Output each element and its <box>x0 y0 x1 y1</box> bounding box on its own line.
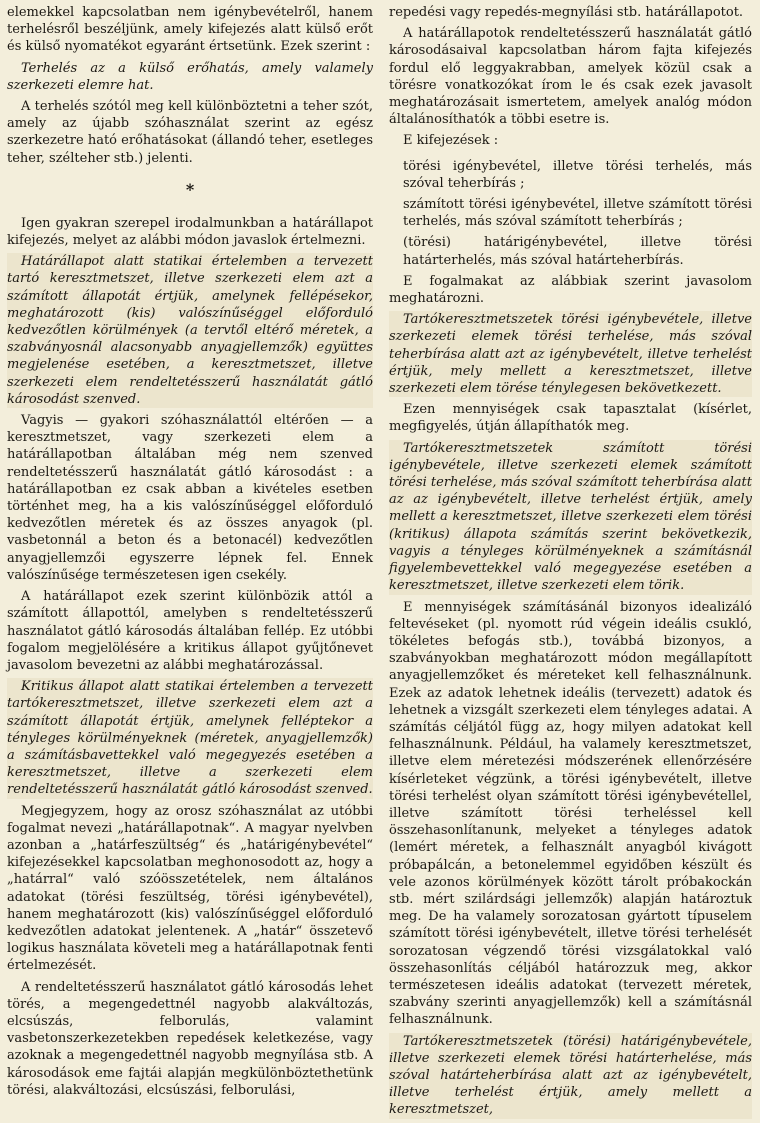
paragraph: E mennyiségek számításánál bizonyos idealizáló feltevéseket (pl. nyomott rúd végein ideális csukló, tökéletes befogás stb.), továbbá bizonyos, a szabványokban meghatározott módon megállapított anyagjellemzőket és méreteket kell felhasználnunk. Ezek az adatok lehetnek ideális (tervezett) adatok és lehetnek a vizsgált szerkezeti elem tényleges adatai. A számítás céljától függ az, hogy milyen adatokat kell felhasználnunk. Például, ha valamely keresztmetszet, illetve elem méretezési módszerének ellenőrzésére kísérleteket végzünk, a törési igénybevételt, illetve törési terhelést olyan számított törési igénybevétellel, illetve számított törési terheléssel kell összehasonlítanunk, melyeket a tényleges adatok (lemért méretek, a felhasznált anyagból kivágott próbapálcán, a betonelemmel egyidőben készült és vele azonos körülmények között tárolt próbakockán stb. mért szilárdsági jellemzők) alapján határoztuk meg. De ha valamely sorozatosan gyártott típuselem számított törési igénybevételt, illetve törési terhelését sorozatosan végzendő törési vizsgálatokkal való összehasonlítás céljából határozzuk meg, akkor természetesen ideális adatokat (tervezett méretek, szabvány szerinti anyagjellemzők) kell a számításnál felhasználnunk. <box>389 599 752 1028</box>
list-item: számított törési igénybevétel, illetve számított törési terhelés, más szóval számított teherbírás ; <box>403 197 752 230</box>
definition-toresi-igenybevetel: Tartókeresztmetszetek törési igénybevétele, illetve szerkezeti elemek törési terhelése, más szóval teherbírása alatt azt az igénybevételt, illetve terhelést értjük, mely mellett a keresztmetszet, illetve szerkezeti elem törése ténylegesen bekövetkezett. <box>389 312 752 397</box>
paragraph: A rendeltetésszerű használatot gátló károsodás lehet törés, a megengedettnél nagyobb alakváltozás, elcsúszás, felborulás, valamint vasbetonszerkezetekben repedések keletkezése, vagy azoknak a megengedettnél nagyobb megnyílása stb. A károsodások eme fajtái alapján megkülönböztethetünk törési, alakváltozási, elcsúszási, felborulási, <box>7 979 373 1098</box>
paragraph: A határállapotok rendeltetésszerű használatát gátló károsodásaival kapcsolatban három fajta kifejezés fordul elő leggyakrabban, amelyek közül csak a törésre vonatkozókat írom le és csak ezek javasolt meghatározásait ismertetem, amelyek analóg módon általánosíthatók a többi esetre is. <box>389 26 752 128</box>
paragraph: elemekkel kapcsolatban nem igénybevételről, hanem terhelésről beszéljünk, amely kifejezés alatt külső erőt és külső nyomatékot egyaránt értsetünk. Ezek szerint : <box>7 5 373 55</box>
definition-terheles: Terhelés az a külső erőhatás, amely valamely szerkezeti elemre hat. <box>7 60 373 93</box>
list-item: (törési) határigénybevétel, illetve törési határterhelés, más szóval határteherbírás. <box>403 235 752 268</box>
paragraph: A terhelés szótól meg kell különböztetni a teher szót, amely az újabb szóhasználat szerint az egész szerkezetre ható erőhatásokat (állandó teher, esetleges teher, szélteher stb.) jelenti. <box>7 99 373 166</box>
paragraph: Ezen mennyiségek csak tapasztalat (kísérlet, megfigyelés, útján állapíthatók meg. <box>389 402 752 435</box>
definition-kritikus-allapot: Kritikus állapot alatt statikai értelemben a tervezett tartókeresztmetszet, illetve szerkezeti elem azt a számított állapotát értjük, amelynek felléptekor a tényleges körülményeknek (méretek, anyagjellemzők) a számításbavettekkel való megegyezés esetében a keresztmetszet, illetve a szerkezeti elem rendeltetésszerű használatát gátló károsodást szenved. <box>7 679 373 798</box>
definition-hatarallapot: Határállapot alatt statikai értelemben a tervezett tartó keresztmetszet, illetve szerkezeti elem azt a számított állapotát értjük, amelynek fellépésekor, meghatározott (kis) valószínűséggel előforduló kedvezőtlen körülmények (a tervtől eltérő méretek, a szabványosnál alacsonyabb anyagjellemzők) együttes megjelenése esetében, a keresztmetszet, illetve szerkezeti elem rendeltetésszerű használatát gátló károsodást szenved. <box>7 254 373 407</box>
definition-szamitott-toresi-igenybevetel: Tartókeresztmetszetek számított törési igénybevétele, illetve szerkezeti elemek számított törési terhelése, más szóval számított teherbírása alatt az az igénybevételt, illetve terhelést értjük, amely mellett a keresztmetszet, illetve szerkezeti elem törési (kritikus) állapota számítás szerint bekövetkezik, vagyis a tényleges körülményeknek a számításnál figyelembevettekkel való megegyezése esetében a keresztmetszet, illetve szerkezeti elem törik. <box>389 440 752 594</box>
paragraph: Igen gyakran szerepel irodalmunkban a határállapot kifejezés, melyet az alábbi módon javaslok értelmezni. <box>7 215 373 249</box>
paragraph: Vagyis — gyakori szóhasználattól eltérően — a keresztmetszet, vagy szerkezeti elem a határállapotban általában még nem szenved rendeltetésszerű használatát gátló károsodást : a határállapotban ez csak abban a kivételes esetben történhet meg, ha a kis valószínűséggel előforduló kedvezőtlen méretek és az összes anyagok (pl. vasbetonnál a beton és a betonacél) kedvezőtlen anyagjellemzői egyszerre lépnek fel. Ennek valószínűsége természetesen igen csekély. <box>7 413 373 583</box>
definition-hatarigenybevetel: Tartókeresztmetszetek (törési) határigénybevétele, illetve szerkezeti elemek törési határterhelése, más szóval határteherbírása alatt azt az igénybevételt, illetve terhelést értjük, amely mellett a keresztmetszet, <box>389 1033 752 1118</box>
paragraph: repedési vagy repedés-megnyílási stb. határállapotot. <box>389 5 744 20</box>
list-item: törési igénybevétel, illetve törési terhelés, más szóval teherbírás ; <box>403 158 752 191</box>
right-column <box>389 4 752 1123</box>
list-intro: E kifejezések : <box>403 133 499 149</box>
paragraph: E fogalmakat az alábbiak szerint javasolom meghatározni. <box>389 273 752 307</box>
left-column <box>7 4 373 1103</box>
paragraph: A határállapot ezek szerint különbözik attól a számított állapottól, amelyben s rendeltetésszerű használatot gátló károsodás általában fellép. Ez utóbbi fogalom megjelölésére a kritikus állapot gyűjtőnevet javasolom bevezetni az alábbi meghatározással. <box>7 589 373 673</box>
paragraph: Megjegyzem, hogy az orosz szóhasználat az utóbbi fogalmat nevezi „határállapotnak“. A magyar nyelvben azonban a „határfeszültség“ és „határigénybevétel“ kifejezésekkel kapcsolatban meghonosodott az, hogy a „határral“ való szóösszetételek, nem általános adatokat (törési feszültség, törési igénybevétel), hanem meghatározott (kis) valószínűséggel előforduló kedvezőtlen adatokat jelentenek. A „határ“ összetevő logikus használata követeli meg a határállapotnak fenti értelmezését. <box>7 803 373 974</box>
section-divider-star: * <box>185 179 195 199</box>
